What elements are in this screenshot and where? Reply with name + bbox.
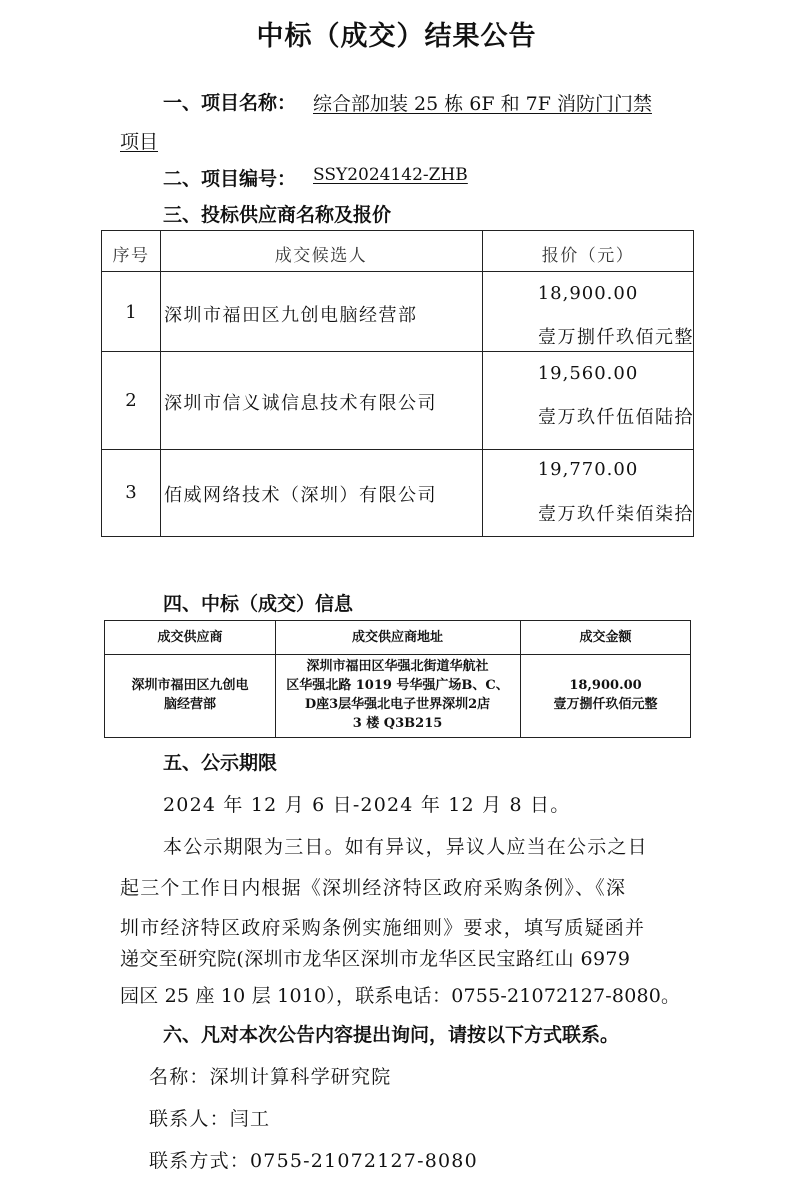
section-1-label: 一、项目名称： xyxy=(163,92,297,114)
row-3-name: 佰威网络技术（深圳）有限公司 xyxy=(164,485,437,506)
award-amount xyxy=(520,676,691,714)
award-supplier xyxy=(105,676,275,714)
award-supplier-line1: 深圳市福田区九创电 xyxy=(131,678,249,693)
header-candidate: 成交候选人 xyxy=(274,246,368,266)
notice-para-line4: 递交至研究院(深圳市龙华区深圳市龙华区民宝路红山 6979 xyxy=(120,948,631,970)
row-3-amount-cn: 壹万玖仟柒佰柒拾 xyxy=(538,504,694,525)
award-header-amount: 成交金额 xyxy=(579,630,632,645)
project-number: SSY2024142-ZHB xyxy=(313,165,468,185)
notice-para-line5: 园区 25 座 10 层 1010），联系电话：0755-21072127-8080。 xyxy=(120,985,681,1007)
award-address xyxy=(275,657,520,733)
bid-table xyxy=(101,230,694,537)
row-3-no: 3 xyxy=(125,482,137,503)
award-supplier-line2: 脑经营部 xyxy=(163,697,216,712)
project-name-line1: 综合部加装 25 栋 6F 和 7F 消防门门禁 xyxy=(313,93,652,115)
row-1-amount: 18,900.00 xyxy=(537,283,639,304)
award-header-address: 成交供应商地址 xyxy=(351,630,443,645)
award-amount-number: 18,900.00 xyxy=(569,678,642,693)
section-6-label: 六、凡对本次公告内容提出询问，请按以下方式联系。 xyxy=(163,1024,620,1046)
notice-para-line3: 圳市经济特区政府采购条例实施细则》要求，填写质疑函并 xyxy=(120,917,646,939)
award-header-supplier: 成交供应商 xyxy=(157,630,223,645)
notice-period: 2024 年 12 月 6 日-2024 年 12 月 8 日。 xyxy=(163,794,571,816)
award-address-line2: 区华强北路 1019 号华强广场B、C、 xyxy=(286,678,509,693)
section-5-label: 五、公示期限 xyxy=(163,752,278,774)
row-3-amount: 19,770.00 xyxy=(537,459,639,480)
project-name-line2: 项目 xyxy=(120,131,159,153)
award-address-line3: D座3层华强北电子世界深圳2店 xyxy=(304,697,491,712)
row-2-amount-cn: 壹万玖仟伍佰陆拾 xyxy=(538,407,694,428)
section-4-label: 四、中标（成交）信息 xyxy=(163,593,354,615)
row-2-amount: 19,560.00 xyxy=(537,363,639,384)
contact-name: 名称：深圳计算科学研究院 xyxy=(149,1066,392,1088)
page-title: 中标（成交）结果公告 xyxy=(256,21,537,52)
notice-para-line2: 起三个工作日内根据《深圳经济特区政府采购条例》、《深 xyxy=(120,877,627,899)
award-table xyxy=(104,620,691,738)
header-price: 报价（元） xyxy=(541,246,635,266)
row-2-no: 2 xyxy=(125,390,137,411)
row-1-no: 1 xyxy=(125,302,137,323)
section-2-label: 二、项目编号： xyxy=(163,168,297,190)
contact-phone: 联系方式：0755-21072127-8080 xyxy=(149,1150,478,1172)
row-1-name: 深圳市福田区九创电脑经营部 xyxy=(164,305,418,326)
row-1-amount-cn: 壹万捌仟玖佰元整 xyxy=(538,327,694,348)
header-no: 序号 xyxy=(112,246,150,266)
row-2-name: 深圳市信义诚信息技术有限公司 xyxy=(164,393,437,414)
award-address-line4: 3 楼 Q3B215 xyxy=(352,716,443,731)
section-3-label: 三、投标供应商名称及报价 xyxy=(163,204,392,226)
contact-person: 联系人：闫工 xyxy=(149,1108,271,1130)
award-address-line1: 深圳市福田区华强北街道华航社 xyxy=(306,659,489,674)
award-amount-cn: 壹万捌仟玖佰元整 xyxy=(553,697,658,712)
notice-para-line1: 本公示期限为三日。如有异议，异议人应当在公示之日 xyxy=(163,836,648,858)
